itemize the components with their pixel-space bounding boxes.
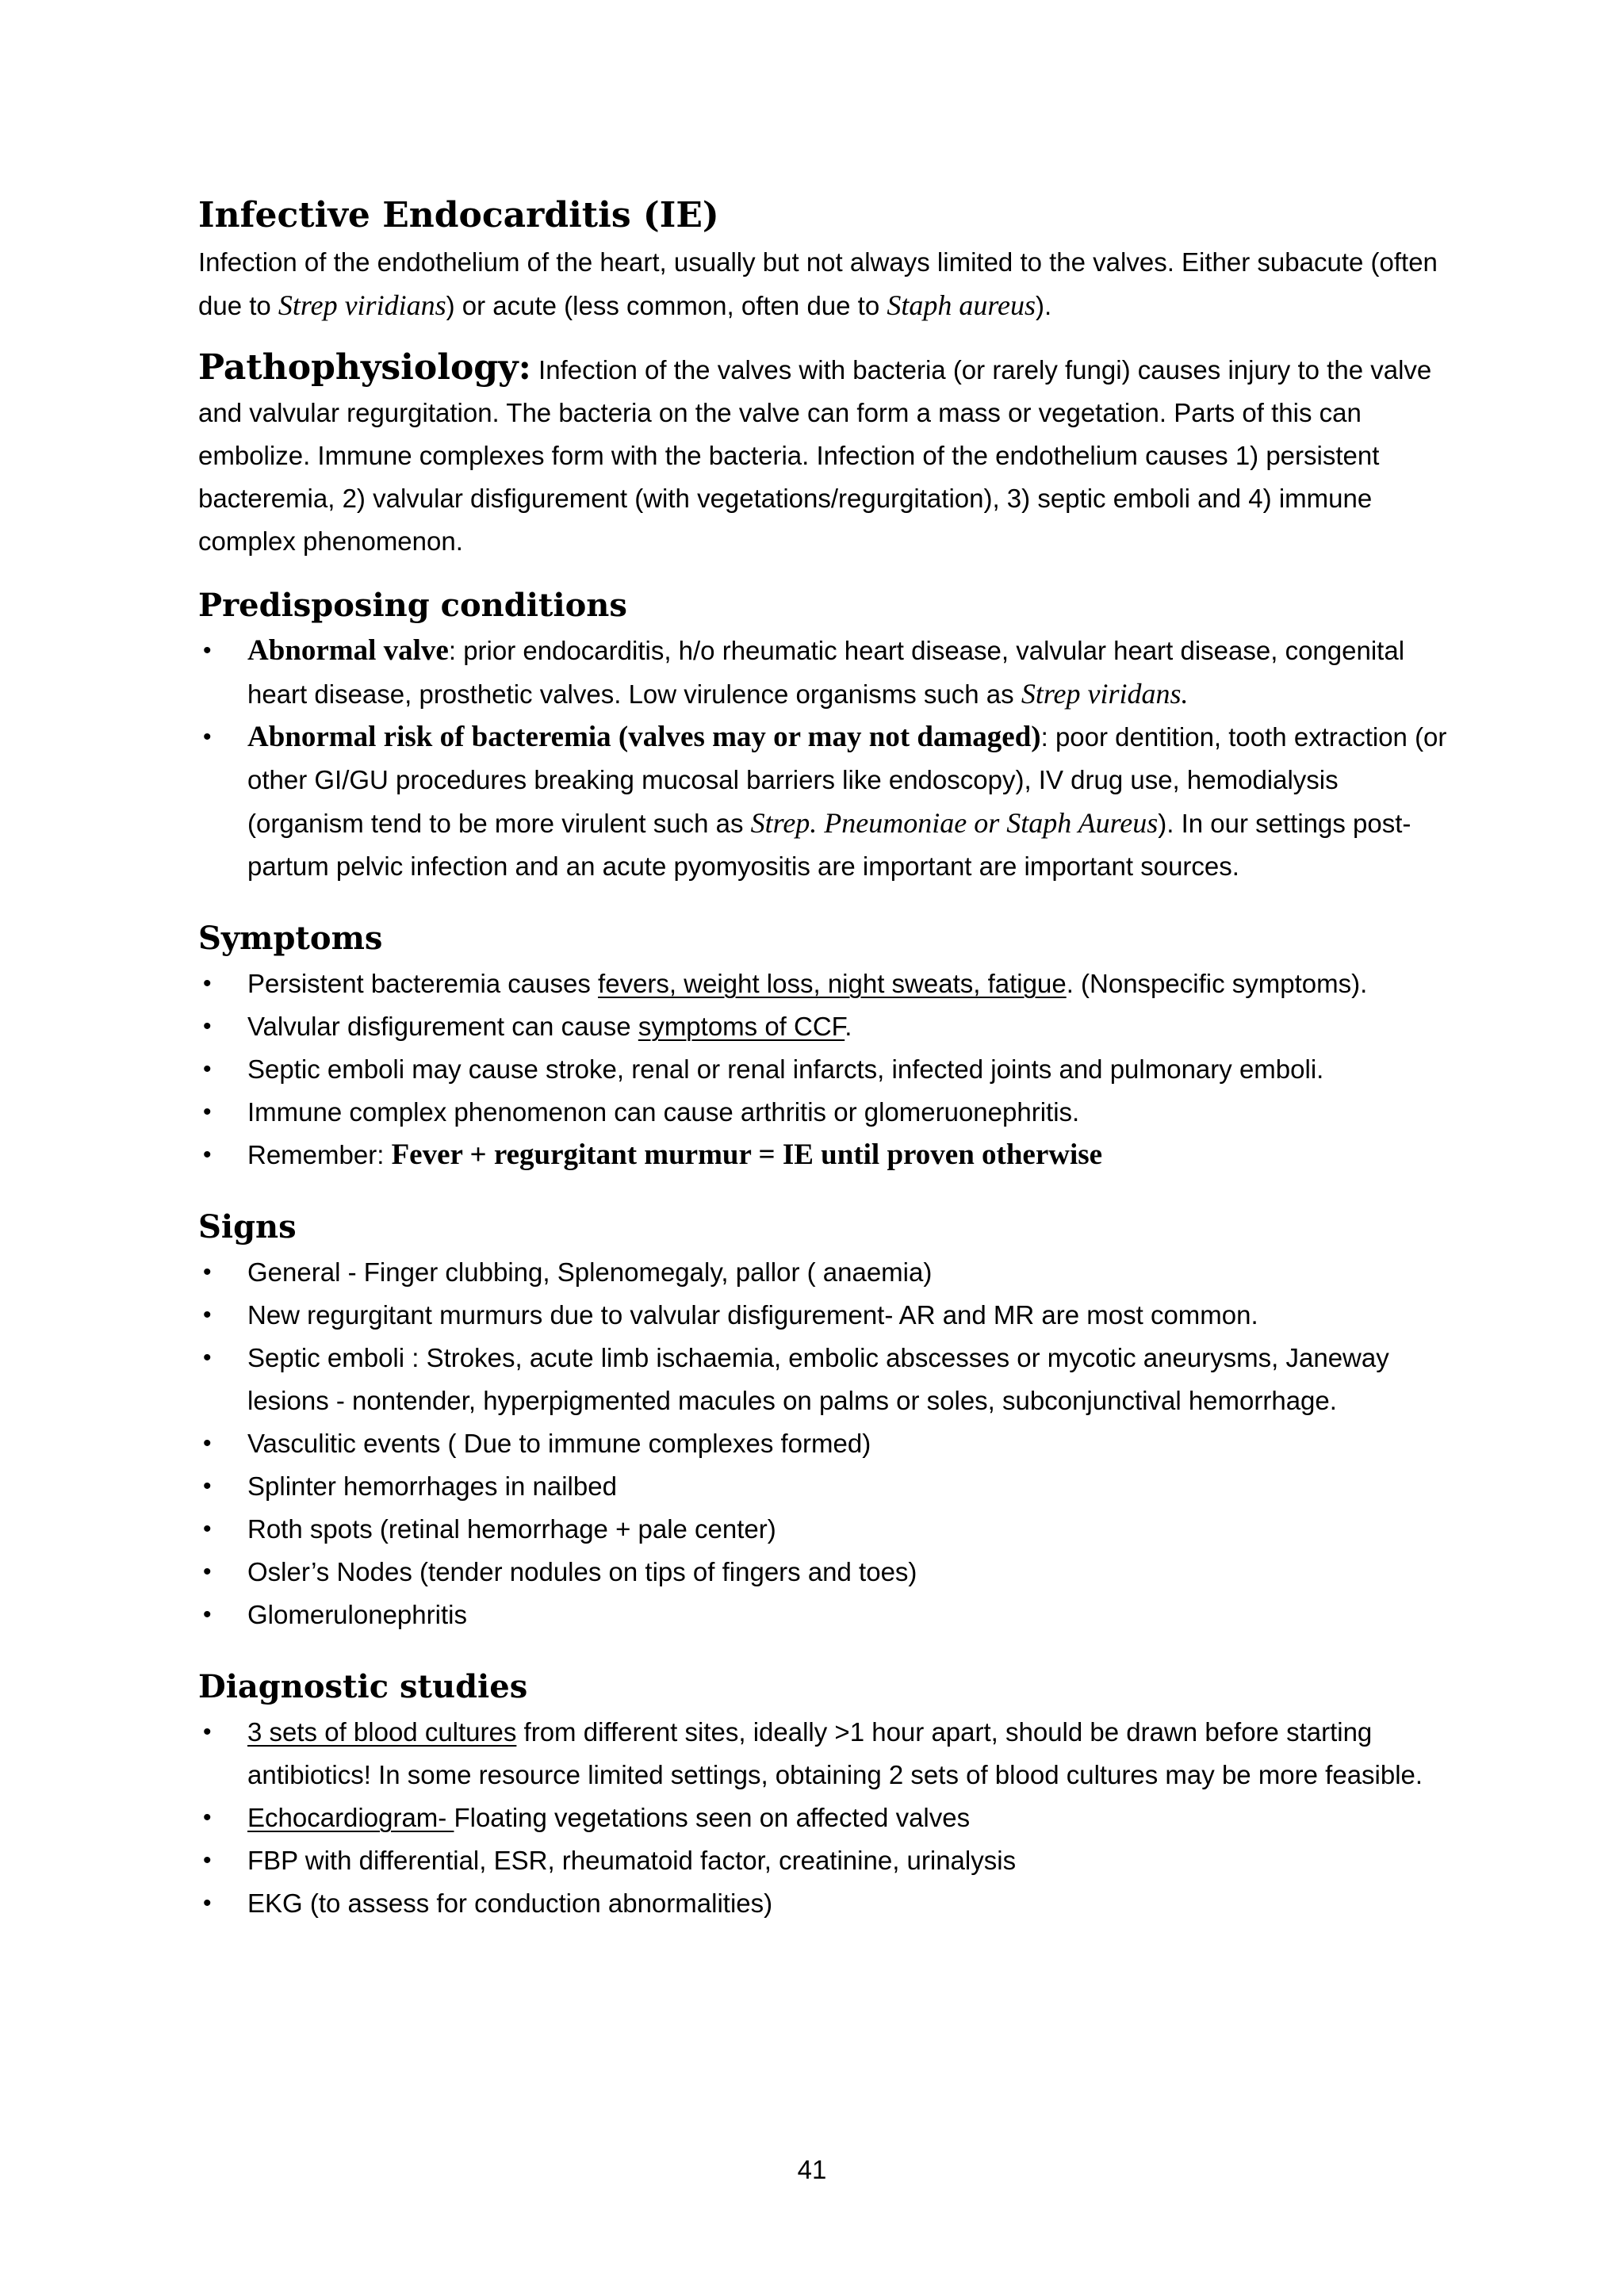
predisposing-list [198,629,1459,888]
list-item: • Persistent bacteremia causes fevers, weight loss, night sweats, fatigue. (Nonspecific symptoms). [198,962,1459,1005]
list-item: • Abnormal risk of bacteremia (valves may or may not damaged): poor dentition, tooth extraction (or other GI/GU procedures breaking mucosal barriers like endoscopy), IV drug use, hemodialysis (organism tend to be more virulent such as Strep. Pneumoniae or Staph Aureus). In our settings post-partum pelvic infection and an acute pyomyositis are important are important sources. [198,716,1459,888]
list-item: • Glomerulonephritis [198,1594,1459,1636]
list-item: • EKG (to assess for conduction abnormalities) [198,1882,1459,1925]
bullet-icon: • [203,1719,212,1745]
list-item: • Splinter hemorrhages in nailbed [198,1465,1459,1508]
diagnostic-heading: Diagnostic studies [198,1668,528,1705]
bullet-icon: • [203,1601,212,1628]
list-item: • Roth spots (retinal hemorrhage + pale center) [198,1508,1459,1551]
bullet-icon: • [203,1056,212,1082]
bullet-icon: • [203,1099,212,1125]
list-item: • Septic emboli : Strokes, acute limb ischaemia, embolic abscesses or mycotic aneurysms, Janeway lesions - nontender, hyperpigmented macules on palms or soles, subconjunctival hemorrhage. [198,1337,1459,1422]
bullet-icon: • [203,1847,212,1873]
list-item: • Echocardiogram- Floating vegetations seen on affected valves [198,1797,1459,1839]
bullet-icon: • [203,724,212,750]
bullet-icon: • [203,1890,212,1916]
symptoms-list [198,962,1459,1177]
bullet-icon: • [203,1259,212,1285]
symptoms-heading: Symptoms [198,920,383,957]
intro-paragraph: Infection of the endothelium of the heart, usually but not always limited to the valves. Either subacute (often due to Strep viridians) or acute (less common, often due to Staph aureus). [198,247,1438,321]
bullet-icon: • [203,1804,212,1831]
document-page [198,190,1459,1925]
bullet-icon: • [203,637,212,664]
list-item: • Immune complex phenomenon can cause arthritis or glomeruonephritis. [198,1091,1459,1134]
bullet-icon: • [203,1345,212,1371]
bullet-icon: • [203,1559,212,1585]
pathophysiology-paragraph: Pathophysiology: Infection of the valves with bacteria (or rarely fungi) causes injury to the valve and valvular regurgitation. The bacteria on the valve can form a mass or vegetation. Parts of this can embolize. Immune complexes form with the bacteria. Infection of the endothelium causes 1) persistent bacteremia, 2) valvular disfigurement (with vegetations/regurgitation), 3) septic emboli and 4) immune complex phenomenon. [198,347,1432,556]
list-item: • New regurgitant murmurs due to valvular disfigurement- AR and MR are most common. [198,1294,1459,1337]
list-item: • Remember: Fever + regurgitant murmur = IE until proven otherwise [198,1134,1459,1177]
list-item: • FBP with differential, ESR, rheumatoid factor, creatinine, urinalysis [198,1839,1459,1882]
predisposing-heading: Predisposing conditions [198,587,627,624]
page-title: Infective Endocarditis (IE) [198,195,719,235]
bullet-icon: • [203,1302,212,1328]
diagnostic-list [198,1711,1459,1925]
signs-list [198,1251,1459,1636]
list-item: • 3 sets of blood cultures from different sites, ideally >1 hour apart, should be drawn before starting antibiotics! In some resource limited settings, obtaining 2 sets of blood cultures may be more feasible. [198,1711,1459,1797]
signs-heading: Signs [198,1208,297,1246]
bullet-icon: • [203,1516,212,1542]
list-item: • Osler’s Nodes (tender nodules on tips of fingers and toes) [198,1551,1459,1594]
page-number: 41 [797,2155,827,2184]
list-item: • General - Finger clubbing, Splenomegaly, pallor ( anaemia) [198,1251,1459,1294]
bullet-icon: • [203,1142,212,1168]
list-item: • Septic emboli may cause stroke, renal or renal infarcts, infected joints and pulmonary emboli. [198,1048,1459,1091]
bullet-icon: • [203,1013,212,1039]
bullet-icon: • [203,970,212,997]
list-item: • Abnormal valve: prior endocarditis, h/o rheumatic heart disease, valvular heart disease, congenital heart disease, prosthetic valves. Low virulence organisms such as Strep viridans. [198,629,1459,716]
bullet-icon: • [203,1430,212,1456]
list-item: • Vasculitic events ( Due to immune complexes formed) [198,1422,1459,1465]
bullet-icon: • [203,1473,212,1499]
list-item: • Valvular disfigurement can cause symptoms of CCF. [198,1005,1459,1048]
pathophysiology-heading: Pathophysiology: [198,347,531,388]
